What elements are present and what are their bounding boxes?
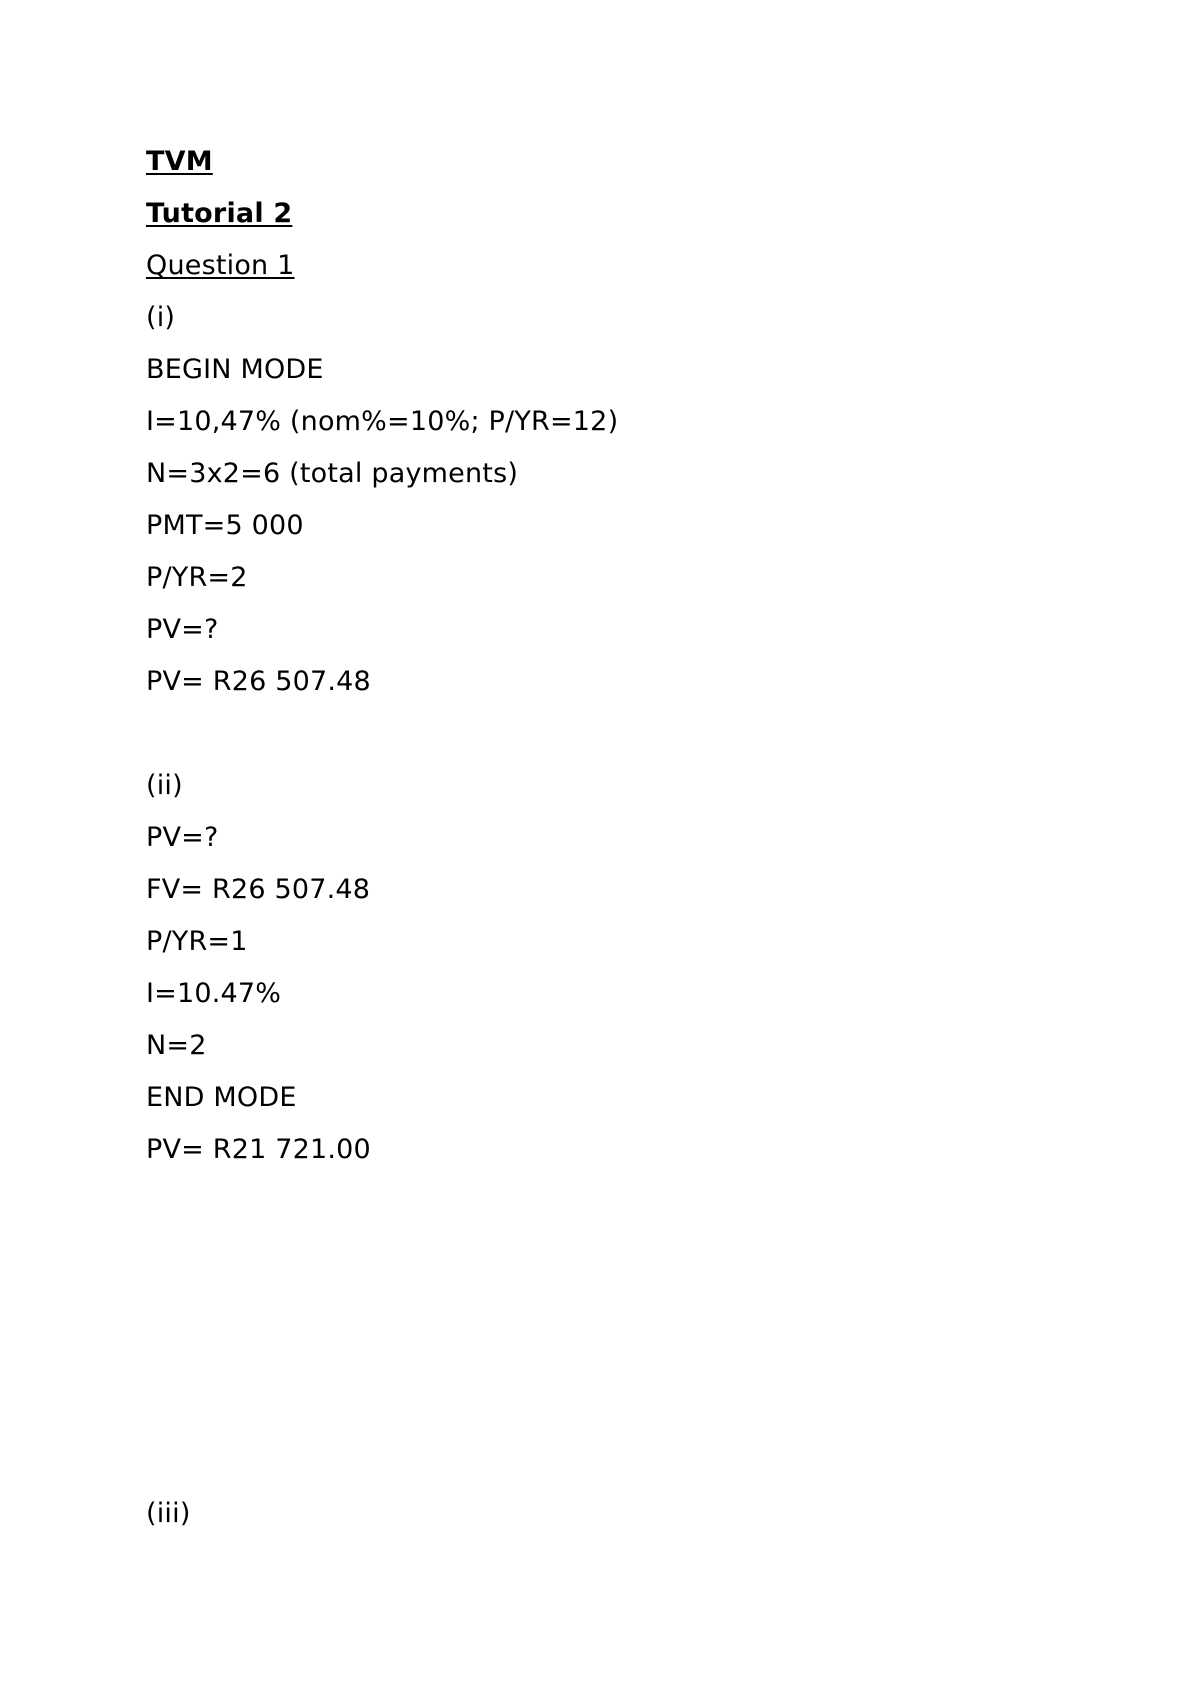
part-i-line: BEGIN MODE [146, 354, 324, 385]
part-iii-label: (iii) [146, 1498, 191, 1529]
part-i-result: PV= R26 507.48 [146, 666, 371, 697]
part-i-line: P/YR=2 [146, 562, 248, 593]
part-i-line: I=10,47% (nom%=10%; P/YR=12) [146, 406, 619, 437]
part-ii-result: PV= R21 721.00 [146, 1134, 371, 1165]
part-i-line: PV=? [146, 614, 219, 645]
question-heading: Question 1 [146, 250, 295, 281]
part-ii-line: I=10.47% [146, 978, 282, 1009]
part-ii-line: N=2 [146, 1030, 207, 1061]
document-subtitle: Tutorial 2 [146, 198, 293, 229]
part-ii-line: FV= R26 507.48 [146, 874, 371, 905]
part-ii-line: END MODE [146, 1082, 297, 1113]
part-i-line: PMT=5 000 [146, 510, 304, 541]
part-i-label: (i) [146, 302, 176, 333]
part-ii-line: PV=? [146, 822, 219, 853]
document-title: TVM [146, 146, 213, 177]
part-i-line: N=3x2=6 (total payments) [146, 458, 519, 489]
part-ii-line: P/YR=1 [146, 926, 248, 957]
part-ii-label: (ii) [146, 770, 183, 801]
